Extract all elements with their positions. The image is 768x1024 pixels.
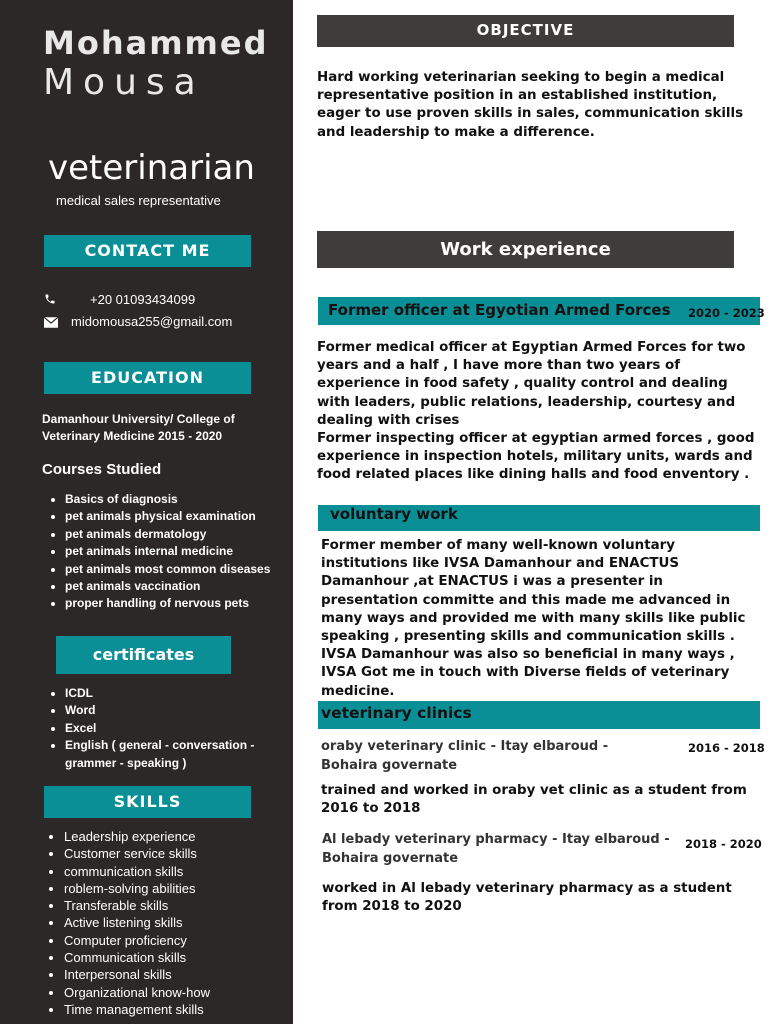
education-details <box>42 411 235 445</box>
sidebar <box>0 0 293 1024</box>
clinic-2-name: Al lebady veterinary pharmacy - Itay elbaroud - Bohaira governate <box>322 832 670 866</box>
list-item: • communication skills <box>64 863 304 880</box>
veterinary-clinics-heading: veterinary clinics <box>321 704 472 722</box>
skills-heading: SKILLS <box>44 786 251 818</box>
clinic-2-text: worked in Al lebady veterinary pharmacy as a student from 2018 to 2020 <box>322 881 732 915</box>
job-date: 2020 - 2023 <box>688 306 765 320</box>
voluntary-work-text: Former member of many well-known voluntary institutions like IVSA Damanhour and ENACTUS Damanhour ,at ENACTUS i was a presenter in presentation committe and this made me advanced in many ways and provided me with many skills like public speaking , presenting skills and communication skills . IVSA Damanhour was also so beneficial in many ways , IVSA Got me in touch with Diverse fields of veterinary medicine. <box>321 538 746 699</box>
contact-heading: CONTACT ME <box>44 235 251 267</box>
list-item: • English ( general - conversation - grammer - speaking ) <box>65 737 295 772</box>
list-item: • Transferable skills <box>64 897 304 914</box>
list-item: • Communication skills <box>64 949 304 966</box>
job-title: veterinarian <box>48 148 255 188</box>
work-experience-heading: Work experience <box>317 231 734 268</box>
first-name: Mohammed <box>43 24 269 62</box>
list-item: • Time management skills <box>64 1001 304 1018</box>
email-address: midomousa255@gmail.com <box>71 314 233 329</box>
education-line-1: Damanhour University/ College of <box>42 412 235 426</box>
phone-icon <box>44 293 56 308</box>
objective-text: Hard working veterinarian seeking to begin a medical representative position in an established institution, eager to use proven skills in sales, communication skills and leadership to make a difference. <box>317 70 744 140</box>
education-line-2: Veterinary Medicine 2015 - 2020 <box>42 429 223 443</box>
list-item: • proper handling of nervous pets <box>65 595 315 612</box>
certificates-list <box>43 685 295 772</box>
list-item: • pet animals most common diseases <box>65 561 315 578</box>
job-description: Former medical officer at Egyptian Armed Forces for two years and a half , I have more than two years of experience in food safety , quality control and dealing with leaders, public relations, leadership, courtesy and dealing with crises Former inspecting officer at egyptian armed forces , good experience in inspection hotels, military units, wards and food related places like dining halls and food enventory . <box>317 340 755 483</box>
clinic-2-date: 2018 - 2020 <box>685 837 762 851</box>
list-item: • Interpersonal skills <box>64 966 304 983</box>
last-name: Mousa <box>43 62 205 103</box>
list-item: • Basics of diagnosis <box>65 491 315 508</box>
list-item: • pet animals internal medicine <box>65 543 315 560</box>
list-item: • Word <box>65 702 295 719</box>
list-item: • pet animals dermatology <box>65 526 315 543</box>
clinic-1-text: trained and worked in oraby vet clinic as a student from 2016 to 2018 <box>321 783 747 817</box>
envelope-icon <box>44 317 58 331</box>
list-item: • pet animals physical examination <box>65 508 315 525</box>
courses-list <box>43 491 315 613</box>
clinic-1-date: 2016 - 2018 <box>688 741 765 755</box>
list-item: • ICDL <box>65 685 295 702</box>
skills-list <box>42 828 304 1018</box>
courses-heading: Courses Studied <box>42 461 162 478</box>
objective-heading: OBJECTIVE <box>317 15 734 47</box>
list-item: • Excel <box>65 720 295 737</box>
clinic-1-name: oraby veterinary clinic - Itay elbaroud - Bohaira governate <box>321 739 609 773</box>
list-item: • roblem-solving abilities <box>64 880 304 897</box>
list-item: • Active listening skills <box>64 914 304 931</box>
certificates-heading: certificates <box>56 636 231 674</box>
list-item: • Computer proficiency <box>64 932 304 949</box>
education-heading: EDUCATION <box>44 362 251 394</box>
list-item: • Leadership experience <box>64 828 304 845</box>
phone-number: +20 01093434099 <box>90 292 196 307</box>
list-item: • pet animals vaccination <box>65 578 315 595</box>
job-title-text: Former officer at Egyotian Armed Forces <box>328 301 671 319</box>
job-subtitle: medical sales representative <box>56 193 221 208</box>
voluntary-work-heading: voluntary work <box>330 505 458 523</box>
list-item: • Customer service skills <box>64 845 304 862</box>
list-item: • Organizational know-how <box>64 984 304 1001</box>
